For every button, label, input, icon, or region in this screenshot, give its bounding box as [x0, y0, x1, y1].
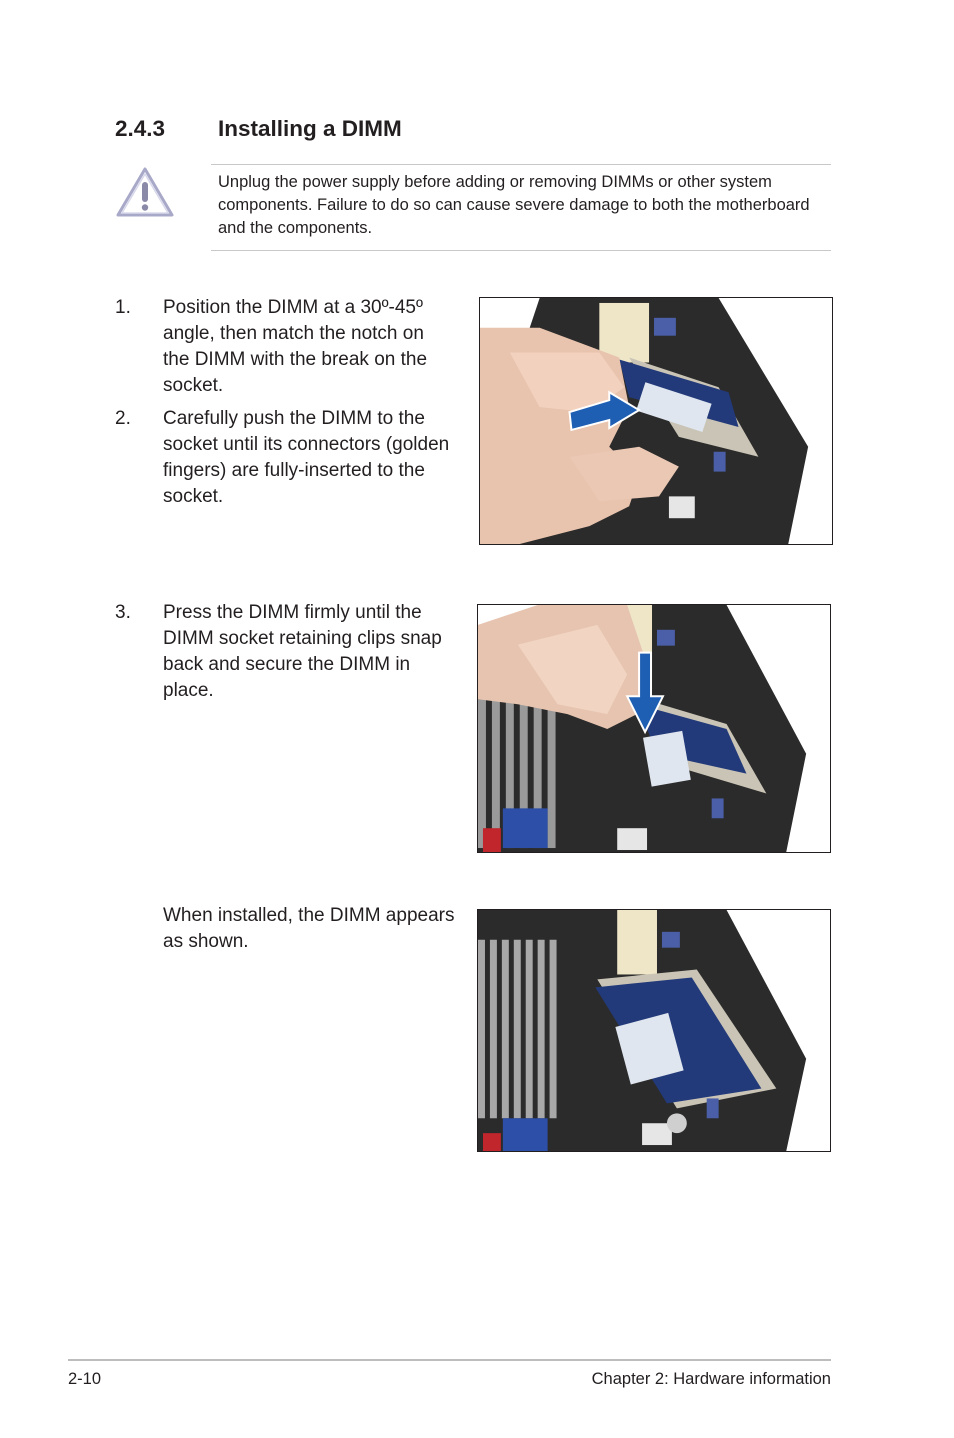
page-number: 2-10	[68, 1370, 102, 1388]
section-title: Installing a DIMM	[218, 116, 402, 141]
step-1-number: 1.	[115, 297, 131, 318]
section-number: 2.4.3	[115, 116, 166, 141]
note-top-rule	[211, 164, 831, 165]
warning-triangle-icon	[114, 166, 176, 218]
step-3-number: 3.	[115, 602, 131, 623]
installed-note-text: When installed, the DIMM appears as shown.	[163, 905, 455, 952]
chapter-title: Chapter 2: Hardware information	[591, 1370, 831, 1388]
step-1-text: Position the DIMM at a 30º-45º angle, then match the notch on the DIMM with the break on the socket.	[163, 297, 428, 396]
step-2-number: 2.	[115, 408, 131, 429]
step-2-text: Carefully push the DIMM to the socket until its connectors (golden fingers) are fully-inserted to the socket.	[163, 408, 450, 507]
dimm-installed-photo	[477, 909, 831, 1152]
dimm-press-down-photo	[477, 604, 831, 853]
footer-rule	[68, 1359, 831, 1361]
warning-note-text: Unplug the power supply before adding or removing DIMMs or other system components. Failure to do so can cause severe damage to both the motherboard and the components.	[218, 173, 810, 237]
dimm-angle-insert-photo	[479, 297, 833, 545]
step-3-text: Press the DIMM firmly until the DIMM socket retaining clips snap back and secure the DIMM in place.	[163, 602, 442, 701]
note-bottom-rule	[211, 250, 831, 251]
